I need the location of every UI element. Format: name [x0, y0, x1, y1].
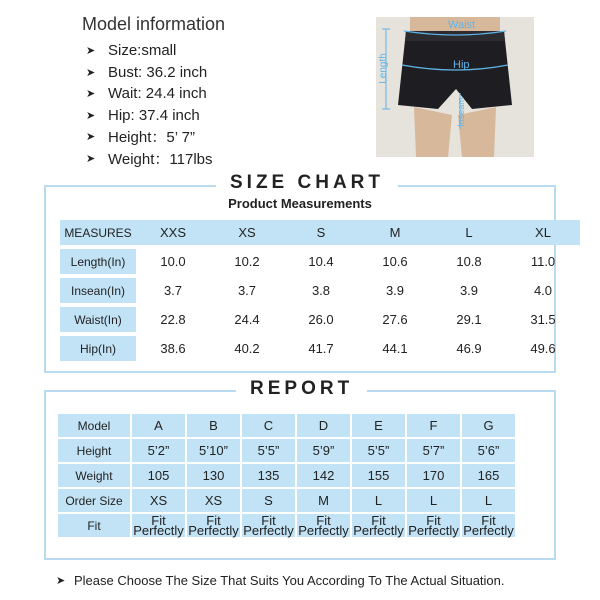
size-chart-title: SIZE CHART: [216, 172, 398, 194]
model-info-item: ➤ Height：5’ 7”: [86, 129, 195, 147]
arrow-bullet-icon: ➤: [86, 109, 96, 122]
size-chart-cell: 10.0: [160, 254, 186, 269]
photo-label-inseam: Inseam: [455, 97, 466, 127]
size-chart-row: [60, 278, 580, 303]
photo-label-length: Length: [377, 53, 389, 84]
size-chart-cell: 29.1: [456, 312, 482, 327]
report-cell: 170: [407, 464, 460, 487]
report-cell: S: [242, 489, 295, 512]
report-row-label: Order Size: [58, 489, 130, 512]
report-cell: Fit Perfectly: [133, 512, 184, 538]
report-cell: 5’10”: [187, 439, 240, 462]
report-row: [58, 414, 515, 437]
report-cell: 165: [462, 464, 515, 487]
size-chart-cell: 22.8: [160, 312, 186, 327]
report-row: [58, 514, 515, 537]
size-chart-cell: 10.6: [382, 254, 408, 269]
size-chart-cell: 27.6: [382, 312, 408, 327]
size-chart-cell: 10.2: [234, 254, 260, 269]
report-cell: M: [297, 489, 350, 512]
size-chart-cell: 41.7: [308, 341, 334, 356]
arrow-bullet-icon: ➤: [86, 88, 96, 101]
model-info-list: [86, 40, 213, 169]
arrow-bullet-icon: ➤: [86, 152, 96, 165]
model-info-item: ➤ Bust: 36.2 inch: [86, 63, 208, 81]
report-cell: B: [187, 414, 240, 437]
report-cell: 155: [352, 464, 405, 487]
model-info-item: ➤ Weight：117lbs: [86, 150, 213, 168]
size-chart-header-cell: L: [432, 220, 506, 245]
size-chart-header-row: [60, 220, 580, 245]
report-cell: G: [462, 414, 515, 437]
report-row: [58, 464, 515, 487]
size-chart-cell: 49.6: [530, 341, 556, 356]
arrow-bullet-icon: ➤: [86, 45, 96, 58]
report-cell: Fit Perfectly: [298, 512, 349, 538]
size-chart-cell: 11.0: [530, 254, 556, 269]
product-photo: [376, 17, 534, 157]
arrow-bullet-icon: ➤: [86, 66, 96, 79]
size-chart-cell: 10.8: [456, 254, 482, 269]
report-title: REPORT: [236, 378, 367, 400]
report-cell: Fit Perfectly: [243, 512, 294, 538]
report-row: [58, 489, 515, 512]
report-row-label: Weight: [58, 464, 130, 487]
size-chart-row: [60, 249, 580, 274]
size-chart-cell: 38.6: [160, 341, 186, 356]
report-cell: XS: [187, 489, 240, 512]
footer-note: [56, 573, 505, 588]
size-chart-cell: 3.9: [459, 283, 479, 298]
size-chart-row-label: Hip(In): [60, 336, 136, 361]
report-cell: 5’6”: [462, 439, 515, 462]
report-cell: 105: [132, 464, 185, 487]
size-chart-table: [60, 216, 580, 365]
size-chart-row: [60, 336, 580, 361]
model-info-item: ➤ Wait: 24.4 inch: [86, 85, 207, 103]
size-chart-row-label: Length(In): [60, 249, 136, 274]
size-chart-subtitle: Product Measurements: [228, 196, 372, 211]
report-cell: 130: [187, 464, 240, 487]
report-row-label: Model: [58, 414, 130, 437]
size-chart-row-label: Waist(In): [60, 307, 136, 332]
report-cell: 5’2”: [132, 439, 185, 462]
report-cell: C: [242, 414, 295, 437]
report-cell: Fit Perfectly: [353, 512, 404, 538]
size-chart-header-cell: M: [358, 220, 432, 245]
size-chart-cell: 24.4: [234, 312, 260, 327]
model-info-title: Model information: [82, 14, 226, 34]
report-cell: 5’5”: [242, 439, 295, 462]
size-chart-header-cell: XXS: [136, 220, 210, 245]
size-chart-row: [60, 307, 580, 332]
report-cell: 5’9”: [297, 439, 350, 462]
size-chart-cell: 3.7: [163, 283, 183, 298]
report-table: [56, 412, 517, 539]
size-chart-header-cell: XS: [210, 220, 284, 245]
report-cell: E: [352, 414, 405, 437]
size-chart-cell: 10.4: [308, 254, 334, 269]
report-cell: A: [132, 414, 185, 437]
report-cell: Fit Perfectly: [188, 512, 239, 538]
arrow-bullet-icon: ➤: [86, 131, 96, 144]
size-chart-cell: 3.8: [311, 283, 331, 298]
footer-text: Please Choose The Size That Suits You According To The Actual Situation.: [74, 573, 505, 588]
size-chart-cell: 3.7: [237, 283, 257, 298]
report-row-label: Height: [58, 439, 130, 462]
size-chart-header-cell: MEASURES: [60, 220, 136, 245]
size-chart-cell: 40.2: [234, 341, 260, 356]
model-info-item: ➤ Size:small: [86, 42, 177, 60]
size-chart-cell: 44.1: [382, 341, 408, 356]
report-cell: 5’7”: [407, 439, 460, 462]
size-chart-header-cell: XL: [506, 220, 580, 245]
report-cell: XS: [132, 489, 185, 512]
report-cell: 5’5”: [352, 439, 405, 462]
report-cell: L: [407, 489, 460, 512]
report-cell: Fit Perfectly: [408, 512, 459, 538]
report-cell: Fit Perfectly: [463, 512, 514, 538]
size-chart-row-label: Insean(In): [60, 278, 136, 303]
report-cell: L: [462, 489, 515, 512]
report-row: [58, 439, 515, 462]
size-chart-cell: 31.5: [530, 312, 556, 327]
report-cell: 135: [242, 464, 295, 487]
photo-label-hip: Hip: [453, 59, 470, 71]
arrow-bullet-icon: ➤: [56, 575, 66, 587]
model-info-item: ➤ Hip: 37.4 inch: [86, 106, 200, 124]
size-chart-cell: 4.0: [533, 283, 553, 298]
size-chart-cell: 26.0: [308, 312, 334, 327]
size-chart-cell: 3.9: [385, 283, 405, 298]
report-row-label: Fit: [58, 514, 130, 537]
report-cell: L: [352, 489, 405, 512]
report-cell: F: [407, 414, 460, 437]
size-chart-cell: 46.9: [456, 341, 482, 356]
report-cell: 142: [297, 464, 350, 487]
report-cell: D: [297, 414, 350, 437]
photo-label-waist: Waist: [448, 19, 476, 31]
size-chart-header-cell: S: [284, 220, 358, 245]
